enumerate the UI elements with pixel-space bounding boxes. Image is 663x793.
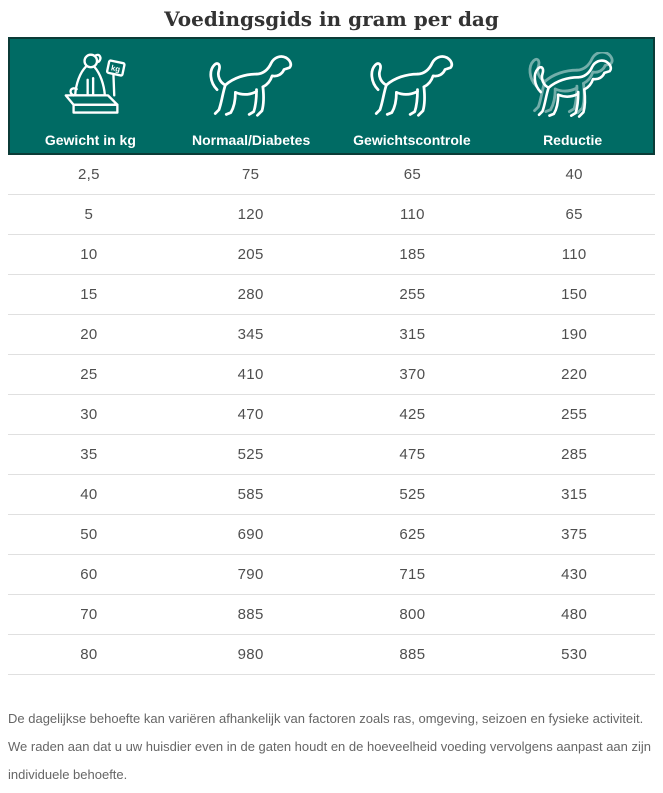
table-cell: 790 xyxy=(237,566,264,583)
table-cell: 885 xyxy=(399,646,426,663)
table-cell: 255 xyxy=(399,286,426,303)
table-cell: 205 xyxy=(237,246,264,263)
table-cell: 120 xyxy=(237,206,264,223)
header-cell-normal xyxy=(171,39,332,153)
header-cell-weightcontrol xyxy=(332,39,493,153)
column-header-label: Gewicht in kg xyxy=(44,132,136,148)
table-cell: 530 xyxy=(561,646,588,663)
table-cell: 110 xyxy=(561,246,587,263)
table-cell: 70 xyxy=(80,606,98,623)
table-cell: 315 xyxy=(399,326,426,343)
header-cell-weight xyxy=(10,39,171,153)
table-cell: 35 xyxy=(80,446,98,463)
table-cell: 980 xyxy=(237,646,264,663)
column-header-label: Gewichtscontrole xyxy=(353,132,471,148)
table-cell: 80 xyxy=(80,646,98,663)
table-cell: 375 xyxy=(561,526,588,543)
table-cell: 430 xyxy=(561,566,588,583)
table-cell: 315 xyxy=(561,486,588,503)
table-cell: 255 xyxy=(561,406,588,423)
table-cell: 525 xyxy=(237,446,264,463)
dog-standing-icon xyxy=(332,39,493,132)
table-row xyxy=(8,355,655,395)
table-cell: 470 xyxy=(237,406,264,423)
table-cell: 150 xyxy=(561,286,588,303)
table-cell: 40 xyxy=(565,166,583,183)
table-row xyxy=(8,275,655,315)
table-cell: 800 xyxy=(399,606,426,623)
table-row xyxy=(8,315,655,355)
dog-on-scale-icon xyxy=(10,39,171,132)
table-cell: 475 xyxy=(399,446,426,463)
footer-note: De dagelijkse behoefte kan variëren afhankelijk van factoren zoals ras, omgeving, seizoen en fysieke activiteit. We raden aan dat u uw huisdier even in de gaten houdt en de hoeveelheid voeding vervolgens aanpast aan zijn individuele behoefte. xyxy=(8,711,652,782)
dog-slimming-icon xyxy=(492,39,653,132)
table-row xyxy=(8,235,655,275)
table-cell: 480 xyxy=(561,606,588,623)
table-row xyxy=(8,155,655,195)
table-cell: 40 xyxy=(80,486,98,503)
table-cell: 370 xyxy=(399,366,426,383)
table-cell: 5 xyxy=(84,206,94,223)
table-row xyxy=(8,635,655,675)
column-header-label: Normaal/Diabetes xyxy=(191,132,311,148)
table-cell: 690 xyxy=(237,526,264,543)
scale-display-label: kg xyxy=(110,62,122,74)
table-cell: 190 xyxy=(561,326,588,343)
table-cell: 885 xyxy=(237,606,264,623)
table-body xyxy=(8,155,655,675)
table-cell: 220 xyxy=(561,366,588,383)
table-cell: 285 xyxy=(561,446,588,463)
table-cell: 30 xyxy=(80,406,98,423)
table-cell: 280 xyxy=(237,286,264,303)
table-cell: 65 xyxy=(403,166,422,183)
table-row xyxy=(8,435,655,475)
table-cell: 65 xyxy=(565,206,583,223)
feeding-guide xyxy=(8,0,655,789)
table-row xyxy=(8,515,655,555)
table-cell: 50 xyxy=(80,526,98,543)
table-cell: 15 xyxy=(80,286,98,303)
table-cell: 110 xyxy=(399,206,425,223)
table-cell: 410 xyxy=(237,366,264,383)
table-row xyxy=(8,475,655,515)
page-title: Voedingsgids in gram per dag xyxy=(164,7,499,31)
table-row xyxy=(8,195,655,235)
table-row xyxy=(8,395,655,435)
table-cell: 25 xyxy=(80,366,98,383)
table-cell: 425 xyxy=(399,406,426,423)
table-cell: 2,5 xyxy=(77,166,100,183)
table-cell: 185 xyxy=(399,246,426,263)
table-cell: 345 xyxy=(237,326,264,343)
table-cell: 10 xyxy=(80,246,98,263)
table-row xyxy=(8,555,655,595)
column-header-label: Reductie xyxy=(543,132,603,148)
table-cell: 625 xyxy=(399,526,426,543)
table-cell: 585 xyxy=(237,486,264,503)
table-cell: 715 xyxy=(399,566,426,583)
header-cell-reduction xyxy=(492,39,653,153)
table-cell: 525 xyxy=(399,486,426,503)
dog-standing-icon xyxy=(171,39,332,132)
table-cell: 20 xyxy=(80,326,98,343)
table-row xyxy=(8,595,655,635)
table-header xyxy=(8,37,655,155)
table-cell: 75 xyxy=(241,166,260,183)
table-cell: 60 xyxy=(80,566,98,583)
